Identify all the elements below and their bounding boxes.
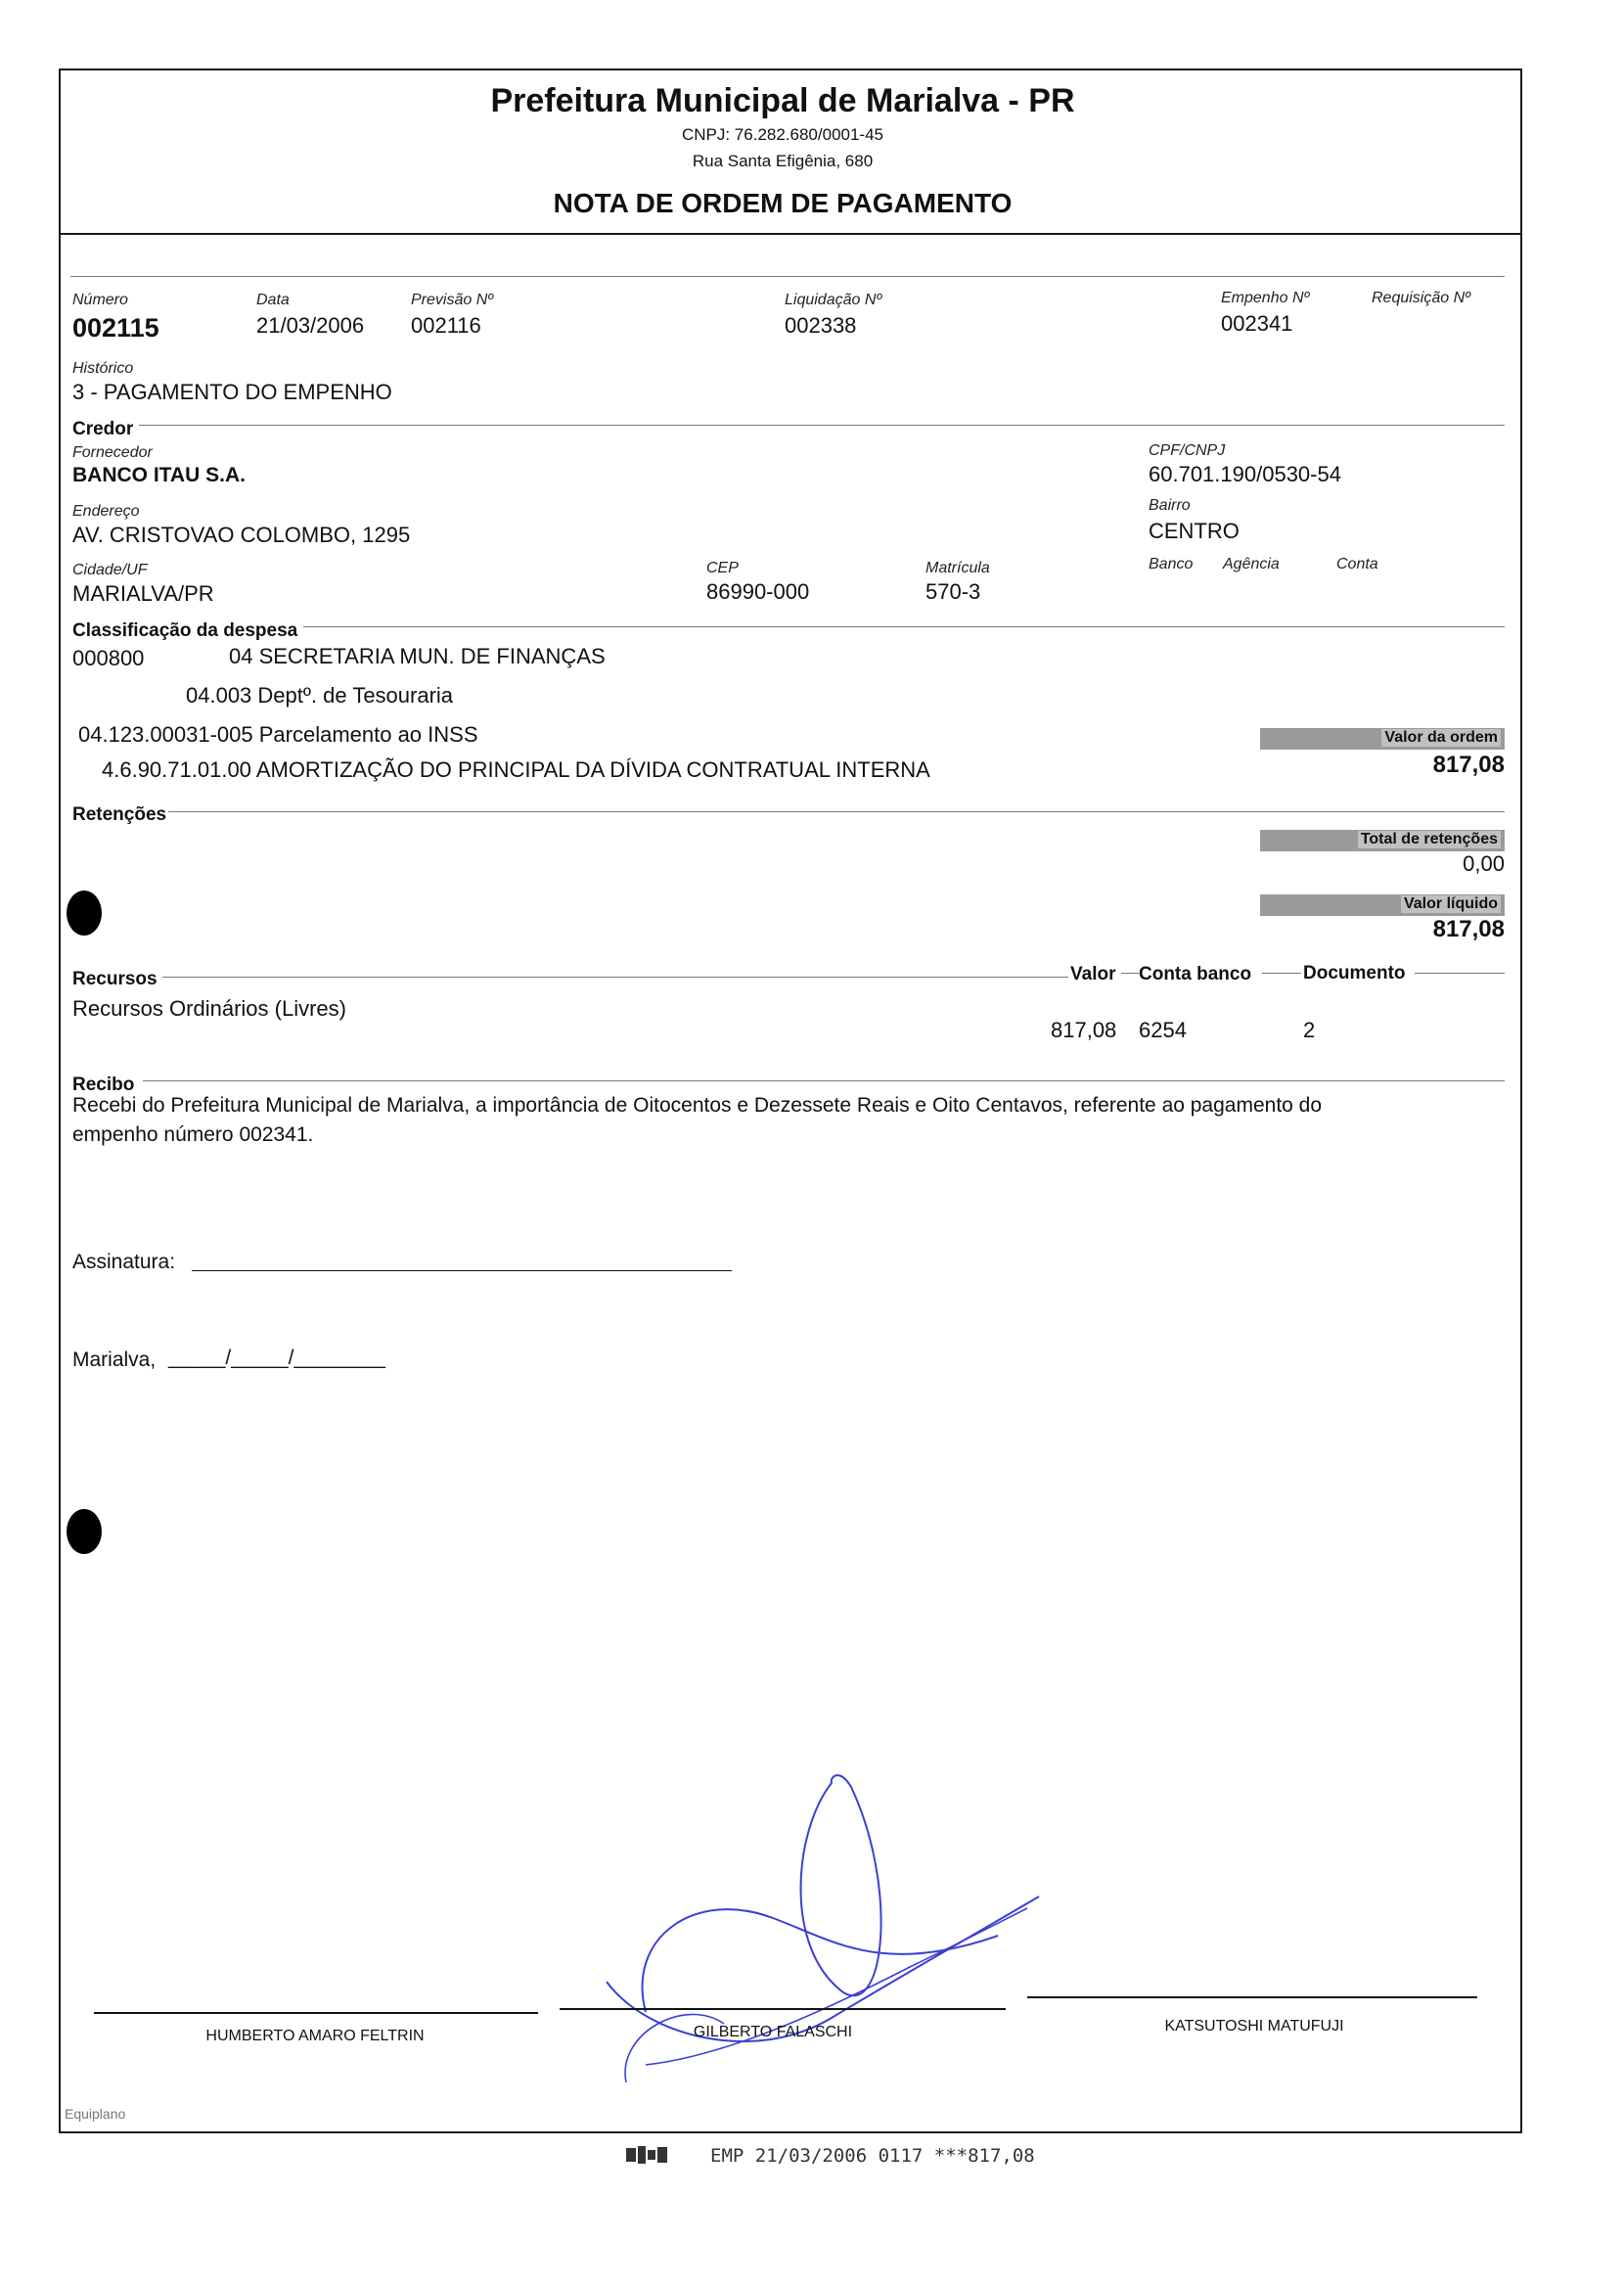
liquidacao-label: Liquidação Nº [785,292,882,308]
matricula-label: Matrícula [925,560,990,576]
recursos-documento-header: Documento [1303,963,1406,983]
cep-label: CEP [706,560,739,576]
assinatura-line[interactable] [192,1270,732,1271]
bairro-value: CENTRO [1149,519,1240,543]
classificacao-section-title: Classificação da despesa [72,620,298,641]
recursos-conta: 6254 [1139,1018,1187,1042]
recibo-text-line-1: Recebi do Prefeitura Municipal de Marialva, a importância de Oitocentos e Dezessete Reais e Oito Centavos, referente ao pagamento do [72,1094,1323,1117]
recursos-valor-header: Valor [1070,964,1116,984]
fornecedor-value: BANCO ITAU S.A. [72,464,246,486]
classificacao-line-2: 04.003 Deptº. de Tesouraria [186,683,454,708]
numero-label: Número [72,292,128,308]
retencoes-section-title: Retenções [72,804,167,825]
cep-value: 86990-000 [706,579,810,604]
signature-line-2 [560,2008,1006,2010]
historico-label: Histórico [72,360,134,377]
cidade-label: Cidade/UF [72,562,148,578]
classificacao-code: 000800 [72,646,145,670]
date-blank[interactable]: _____/_____/________ [168,1347,385,1369]
software-watermark: Equiplano [65,2106,126,2122]
valor-liquido-label: Valor líquido [1401,895,1501,913]
historico-value: 3 - PAGAMENTO DO EMPENHO [72,380,392,404]
recursos-valor: 817,08 [1051,1018,1117,1042]
banco-label: Banco [1149,556,1194,572]
recibo-text-line-2: empenho número 002341. [72,1123,314,1146]
valor-ordem-bar [1260,728,1505,750]
numero-value: 002115 [72,313,159,343]
recursos-conta-header: Conta banco [1139,964,1252,984]
punch-hole-mark-top [67,891,102,936]
data-value: 21/03/2006 [256,313,365,338]
ids-divider [70,276,1505,277]
bank-auth-stamp: EMP 21/03/2006 0117 ***817,08 [710,2145,1035,2167]
recursos-header-divider-2 [1262,973,1301,974]
conta-label: Conta [1336,556,1378,572]
recursos-documento: 2 [1303,1018,1316,1042]
empenho-label: Empenho Nº [1221,290,1310,306]
punch-hole-mark-bottom [67,1509,102,1554]
recursos-header-divider-1 [1121,973,1139,974]
total-retencoes-label: Total de retenções [1358,831,1501,848]
fornecedor-label: Fornecedor [72,444,153,461]
matricula-value: 570-3 [925,579,981,604]
classificacao-line-4: 4.6.90.71.01.00 AMORTIZAÇÃO DO PRINCIPAL DA DÍVIDA CONTRATUAL INTERNA [102,757,930,782]
document-title: NOTA DE ORDEM DE PAGAMENTO [553,188,1013,218]
signature-line-3 [1027,1996,1477,1998]
address-text: Rua Santa Efigênia, 680 [692,152,874,170]
valor-ordem-label: Valor da ordem [1381,729,1501,747]
agencia-label: Agência [1223,556,1280,572]
liquidacao-value: 002338 [785,313,857,338]
local-label: Marialva, [72,1349,157,1371]
recursos-divider [162,977,1068,978]
signature-name-2: GILBERTO FALASCHI [693,2024,853,2040]
total-retencoes-bar [1260,830,1505,851]
handwritten-signature [587,1771,1057,2094]
previsao-label: Previsão Nº [411,292,494,308]
signature-line-1 [94,2012,538,2014]
endereco-value: AV. CRISTOVAO COLOMBO, 1295 [72,523,411,547]
bairro-label: Bairro [1149,497,1191,514]
signature-name-1: HUMBERTO AMARO FELTRIN [205,2028,425,2044]
requisicao-label: Requisição Nº [1372,290,1470,306]
valor-liquido-value: 817,08 [1432,916,1505,942]
page-title: Prefeitura Municipal de Marialva - PR [490,82,1075,119]
data-label: Data [256,292,290,308]
cidade-value: MARIALVA/PR [72,581,214,606]
endereco-label: Endereço [72,503,140,520]
valor-liquido-bar [1260,894,1505,916]
recursos-item: Recursos Ordinários (Livres) [72,996,346,1021]
credor-section-title: Credor [72,419,134,439]
signature-name-3: KATSUTOSHI MATUFUJI [1164,2018,1344,2035]
cpf-label: CPF/CNPJ [1149,442,1226,459]
classificacao-line-1: 04 SECRETARIA MUN. DE FINANÇAS [229,644,606,668]
total-retencoes-value: 0,00 [1463,851,1505,876]
cpf-value: 60.701.190/0530-54 [1149,462,1341,486]
credor-divider [139,425,1505,426]
recibo-divider [143,1080,1505,1081]
previsao-value: 002116 [411,313,481,338]
cnpj-text: CNPJ: 76.282.680/0001-45 [681,125,884,144]
recibo-section-title: Recibo [72,1074,135,1095]
stamp-logo-icon [626,2145,667,2165]
classificacao-divider [303,626,1505,627]
valor-ordem-value: 817,08 [1432,752,1505,778]
classificacao-line-3: 04.123.00031-005 Parcelamento ao INSS [78,722,478,747]
header-divider [59,233,1520,235]
assinatura-label: Assinatura: [72,1251,176,1273]
recursos-header-divider-3 [1415,973,1505,974]
recursos-section-title: Recursos [72,969,158,989]
retencoes-divider [168,811,1505,812]
empenho-value: 002341 [1221,311,1293,336]
